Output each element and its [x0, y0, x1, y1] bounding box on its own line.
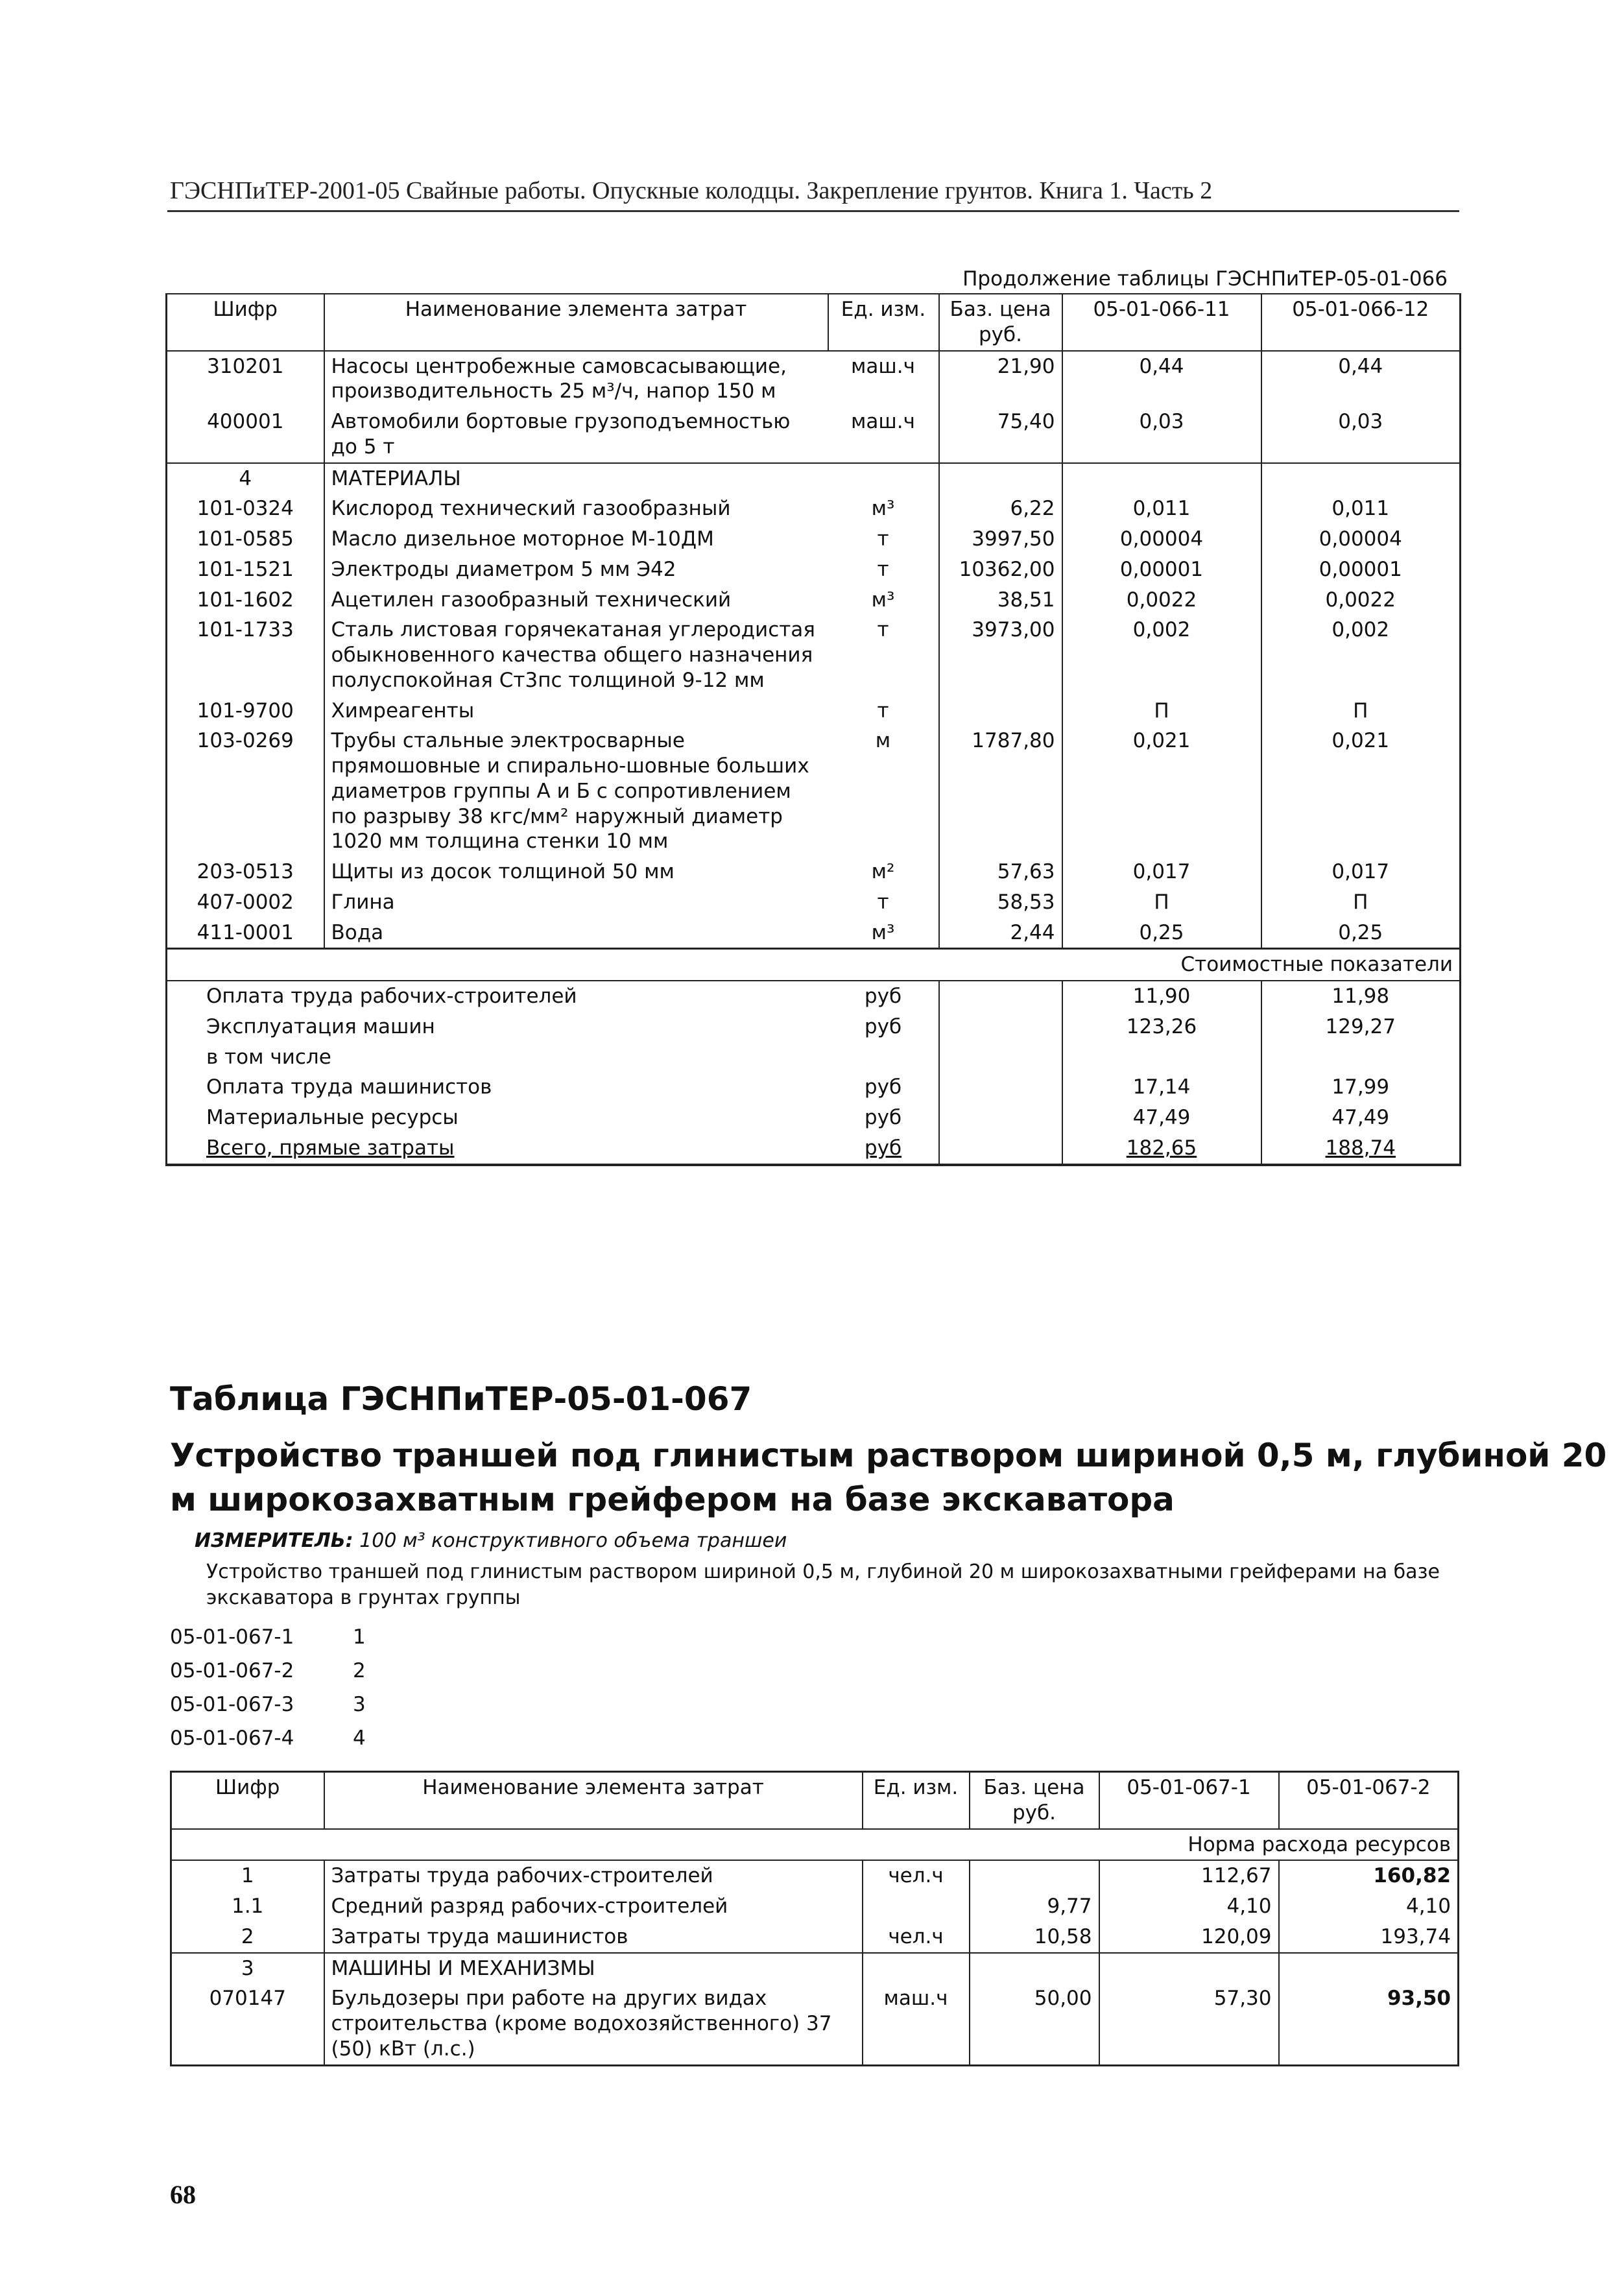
- table-row: 203-0513 Щиты из досок толщиной 50 мм м² 57,63 0,017 0,017: [167, 857, 1461, 887]
- totals-row: Эксплуатация машин руб 123,26 129,27: [167, 1012, 1461, 1042]
- list-item: 05-01-067-3 3: [170, 1693, 366, 1716]
- col-code-header: Шифр: [171, 1772, 324, 1829]
- running-header: ГЭСНПиТЕР-2001-05 Свайные работы. Опускные колодцы. Закрепление грунтов. Книга 1. Часть 2: [170, 177, 1213, 204]
- table2-title: Таблица ГЭСНПиТЕР-05-01-067: [170, 1380, 752, 1418]
- table-row: 101-1602 Ацетилен газообразный технический м³ 38,51 0,0022 0,0022: [167, 585, 1461, 616]
- col-v1-header: 05-01-066-11: [1062, 294, 1261, 351]
- table1-caption: Продолжение таблицы ГЭСНПиТЕР-05-01-066: [962, 267, 1448, 291]
- measure-label: ИЗМЕРИТЕЛЬ:: [195, 1529, 353, 1552]
- col-unit-header: Ед. изм.: [828, 294, 939, 351]
- table1: [165, 293, 1461, 1166]
- col-name-header: Наименование элемента затрат: [324, 294, 828, 351]
- table-row: 1.1 Средний разряд рабочих-строителей 9,77 4,10 4,10: [171, 1891, 1459, 1922]
- cost-caption-row: [167, 949, 1461, 981]
- table-row: 101-1521 Электроды диаметром 5 мм Э42 т 10362,00 0,00001 0,00001: [167, 555, 1461, 585]
- table-row: 101-1733 Сталь листовая горячекатаная углеродистая обыкновенного качества общего назначения полуспокойная Ст3пс толщиной 9-12 мм т 3973,00 0,002 0,002: [167, 615, 1461, 695]
- work-description: Устройство траншей под глинистым раствором шириной 0,5 м, глубиной 20 м широкозахватными грейферами на базе экскаватора в грунтах группы: [206, 1561, 1440, 1609]
- header-divider: [167, 210, 1459, 212]
- norm-caption-row: [171, 1829, 1459, 1861]
- table-row: 407-0002 Глина т 58,53 П П: [167, 887, 1461, 918]
- table-row: 103-0269 Трубы стальные электросварные прямошовные и спирально-шовные больших диаметров группы А и Б с сопротивлением по разрыву 38 кгс/мм² наружный диаметр 1020 мм толщина стенки 10 мм м 1787,80 0,021 0,021: [167, 726, 1461, 857]
- col-v2-header: 05-01-067-2: [1279, 1772, 1459, 1829]
- totals-row: Материальные ресурсы руб 47,49 47,49: [167, 1103, 1461, 1133]
- table-row: 310201 Насосы центробежные самовсасывающие, производительность 25 м³/ч, напор 150 м маш.ч 21,90 0,44 0,44: [167, 351, 1461, 407]
- totals-row: в том числе: [167, 1042, 1461, 1073]
- page-number: 68: [170, 2180, 196, 2209]
- cost-caption: Стоимостные показатели: [167, 949, 1461, 981]
- table-row: 2 Затраты труда машинистов чел.ч 10,58 120,09 193,74: [171, 1922, 1459, 1953]
- list-item: 05-01-067-4 4: [170, 1727, 366, 1750]
- col-code-header: Шифр: [167, 294, 324, 351]
- section-row-materials: 4 МАТЕРИАЛЫ: [167, 463, 1461, 494]
- col-name-header: Наименование элемента затрат: [324, 1772, 863, 1829]
- table-row: 1 Затраты труда рабочих-строителей чел.ч 112,67 160,82: [171, 1860, 1459, 1891]
- table2: [170, 1771, 1459, 2066]
- col-price-header: Баз. цена руб.: [939, 294, 1062, 351]
- col-unit-header: Ед. изм.: [863, 1772, 970, 1829]
- table1-header-row: [167, 294, 1461, 351]
- table-row: 400001 Автомобили бортовые грузоподъемностью до 5 т маш.ч 75,40 0,03 0,03: [167, 407, 1461, 463]
- norm-caption: Норма расхода ресурсов: [171, 1829, 1459, 1861]
- col-price-header: Баз. цена руб.: [970, 1772, 1099, 1829]
- measure-line: [195, 1529, 787, 1552]
- table-row: 070147 Бульдозеры при работе на других видах строительства (кроме водохозяйственного) 37 (50) кВт (л.с.) маш.ч 50,00 57,30 93,50: [171, 1983, 1459, 2065]
- list-item: 05-01-067-2 2: [170, 1659, 366, 1682]
- totals-row: Оплата труда машинистов руб 17,14 17,99: [167, 1072, 1461, 1103]
- list-item: 05-01-067-1 1: [170, 1625, 366, 1649]
- totals-row: Оплата труда рабочих-строителей руб 11,90 11,98: [167, 981, 1461, 1012]
- section-row-machines: 3 МАШИНЫ И МЕХАНИЗМЫ: [171, 1953, 1459, 1984]
- measure-value: 100 м³ конструктивного объема траншеи: [359, 1529, 787, 1552]
- table2-header-row: [171, 1772, 1459, 1829]
- col-v1-header: 05-01-067-1: [1099, 1772, 1279, 1829]
- table2-subtitle: Устройство траншей под глинистым раствором шириной 0,5 м, глубиной 20 м широкозахватным грейфером на базе экскаватора: [170, 1437, 1607, 1518]
- table-row: 101-9700 Химреагенты т П П: [167, 696, 1461, 726]
- totals-row: Всего, прямые затраты руб 182,65 188,74: [167, 1133, 1461, 1165]
- table-row: 101-0324 Кислород технический газообразный м³ 6,22 0,011 0,011: [167, 494, 1461, 524]
- code-list: [170, 1620, 366, 1755]
- table-row: 411-0001 Вода м³ 2,44 0,25 0,25: [167, 918, 1461, 949]
- table-row: 101-0585 Масло дизельное моторное М-10ДМ т 3997,50 0,00004 0,00004: [167, 524, 1461, 555]
- col-v2-header: 05-01-066-12: [1261, 294, 1461, 351]
